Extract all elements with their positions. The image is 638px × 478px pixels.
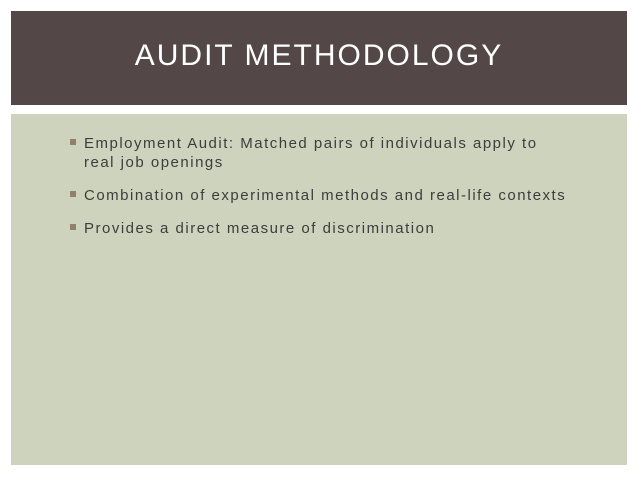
slide-title: AUDIT METHODOLOGY	[134, 39, 504, 72]
square-bullet-icon	[70, 224, 76, 230]
bullet-list	[70, 134, 570, 252]
bullet-text: Combination of experimental methods and real-life contexts	[84, 187, 567, 204]
list-item	[70, 219, 570, 238]
bullet-text: Provides a direct measure of discrimination	[84, 220, 436, 237]
title-bar	[11, 11, 627, 105]
square-bullet-icon	[70, 139, 76, 145]
square-bullet-icon	[70, 191, 76, 197]
content-area	[11, 114, 627, 465]
list-item	[70, 134, 570, 172]
bullet-text: Employment Audit: Matched pairs of individuals apply to real job openings	[84, 135, 538, 171]
list-item	[70, 186, 570, 205]
